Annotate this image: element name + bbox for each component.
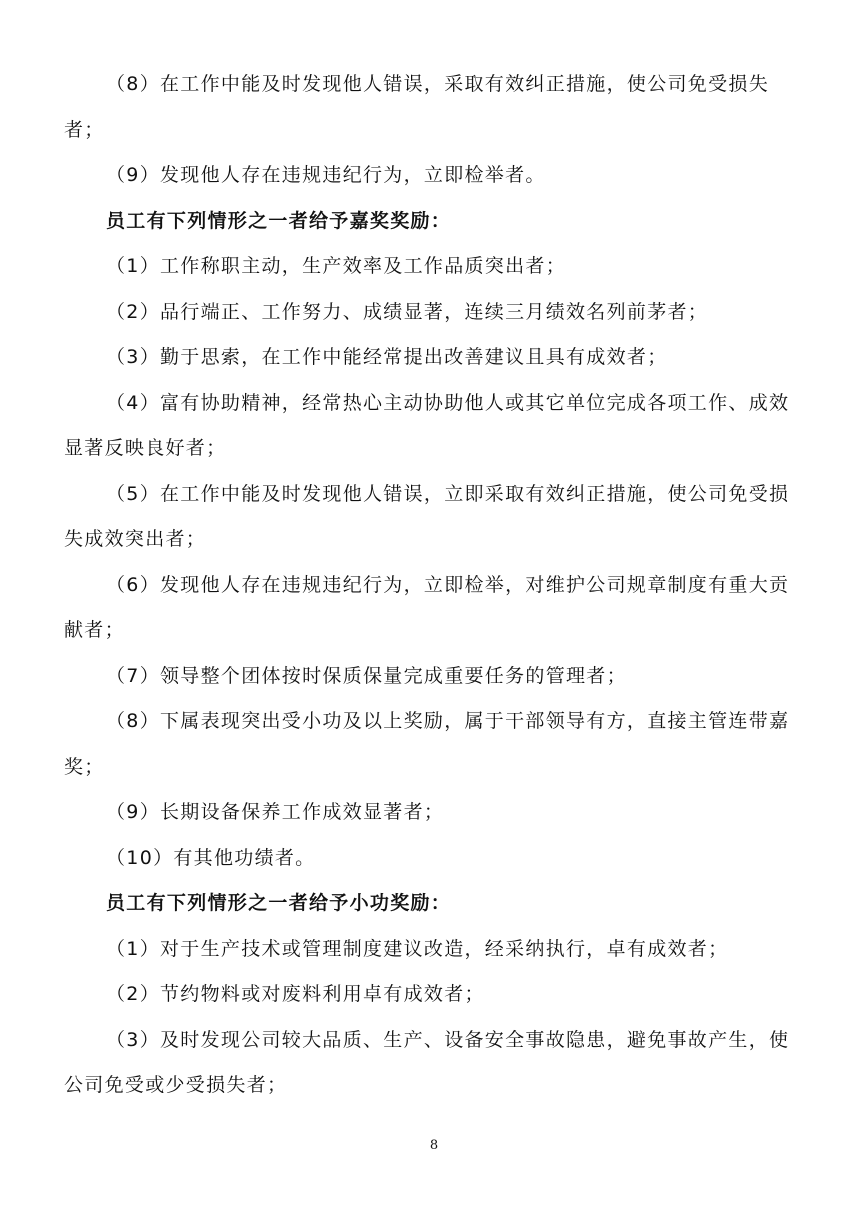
paragraph-commendation-10: （10）有其他功绩者。 <box>106 846 316 869</box>
paragraph-item-8-prev: （8）在工作中能及时发现他人错误，采取有效纠正措施，使公司免受损失者； <box>64 73 769 141</box>
paragraph-commendation-7: （7）领导整个团体按时保质保量完成重要任务的管理者； <box>106 664 627 687</box>
paragraph-minor-merit-3: （3）及时发现公司较大品质、生产、设备安全事故隐患，避免事故产生，使公司免受或少受损失者； <box>64 1028 790 1096</box>
section-heading-minor-merit: 员工有下列情形之一者给予小功奖励： <box>106 892 452 914</box>
paragraph-item-9-prev: （9）发现他人存在违规违纪行为，立即检举者。 <box>106 164 546 186</box>
page-number: 8 <box>429 1138 439 1153</box>
paragraph-commendation-4: （4）富有协助精神，经常热心主动协助他人或其它单位完成各项工作、成效显著反映良好者； <box>64 391 790 459</box>
paragraph-commendation-1: （1）工作称职主动，生产效率及工作品质突出者； <box>106 255 566 277</box>
paragraph-commendation-5: （5）在工作中能及时发现他人错误，立即采取有效纠正措施，使公司免受损失成效突出者； <box>64 482 790 550</box>
paragraph-commendation-8: （8）下属表现突出受小功及以上奖励，属于干部领导有方，直接主管连带嘉奖； <box>64 710 790 778</box>
paragraph-commendation-3: （3）勤于思索，在工作中能经常提出改善建议且具有成效者； <box>106 346 668 368</box>
section-heading-commendation: 员工有下列情形之一者给予嘉奖奖励： <box>106 209 452 232</box>
document-body <box>64 62 809 1109</box>
paragraph-commendation-6: （6）发现他人存在违规违纪行为，立即检举，对维护公司规章制度有重大贡献者； <box>64 573 790 641</box>
paragraph-commendation-9: （9）长期设备保养工作成效显著者； <box>106 801 445 823</box>
paragraph-minor-merit-1: （1）对于生产技术或管理制度建议改造，经采纳执行，卓有成效者； <box>106 937 729 960</box>
paragraph-commendation-2: （2）品行端正、工作努力、成绩显著，连续三月绩效名列前茅者； <box>106 300 709 323</box>
paragraph-minor-merit-2: （2）节约物料或对废料利用卓有成效者； <box>106 983 485 1005</box>
